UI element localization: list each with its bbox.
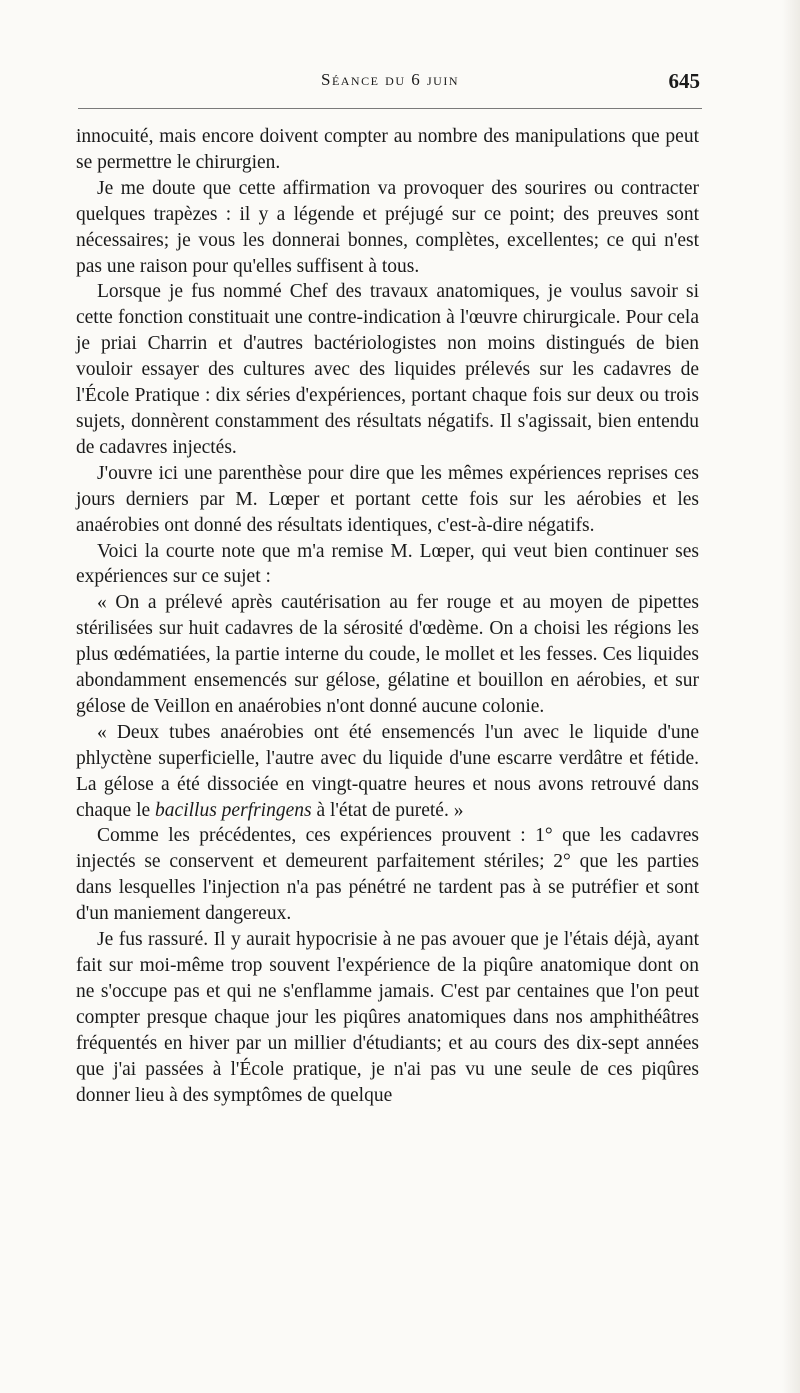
paragraph: Je fus rassuré. Il y aurait hypocrisie à ne pas avouer que je l'étais déjà, ayant fait sur moi-même trop souvent l'expérience de la piqûre anatomique dont on ne s'occupe pas et qui ne s'enflamme jamais. C'est par centaines que l'on peut compter presque chaque jour les piqûres anatomiques dans nos amphithéâtres fréquentés en hiver par un millier d'étudiants; et au cours des dix-sept années que j'ai passées à l'École pratique, je n'ai pas vu une seule de ces piqûres donner lieu à des symptômes de quelque bbox=[76, 929, 699, 1106]
body-text bbox=[76, 124, 699, 1108]
page-number: 645 bbox=[668, 69, 700, 93]
quoted-paragraph bbox=[76, 720, 699, 824]
page-header bbox=[80, 62, 700, 102]
paragraph: Lorsque je fus nommé Chef des travaux anatomiques, je voulus savoir si cette fonction constituait une contre-indication à l'œuvre chirurgicale. Pour cela je priai Charrin et d'autres bactériologistes non moins distingués de bien vouloir essayer des cultures avec des liquides prélevés sur les cadavres de l'École Pratique : dix séries d'expériences, portant chaque fois sur deux ou trois sujets, donnèrent constamment des résultats négatifs. Il s'agissait, bien entendu de cadavres injectés. bbox=[76, 281, 699, 458]
paragraph: Je me doute que cette affirmation va provoquer des sourires ou contracter quelques trapèzes : il y a légende et préjugé sur ce point; des preuves sont nécessaires; je vous les donnerai bonnes, complètes, excellentes; ce qui n'est pas une raison pour qu'elles suffisent à tous. bbox=[76, 177, 699, 277]
header-rule bbox=[78, 108, 702, 109]
quoted-paragraph: « On a prélevé après cautérisation au fer rouge et au moyen de pipettes stérilisées sur huit cadavres de la sérosité d'œdème. On a choisi les régions les plus œdématiées, la partie interne du coude, le mollet et les fesses. Ces liquides abondamment ensemencés sur gélose, gélatine et bouillon en aérobies, et sur gélose de Veillon en anaérobies n'ont donné aucune colonie. bbox=[76, 592, 699, 717]
paragraph: J'ouvre ici une parenthèse pour dire que les mêmes expériences reprises ces jours derniers par M. Lœper et portant cette fois sur les aérobies et les anaérobies ont donné des résultats identiques, c'est-à-dire négatifs. bbox=[76, 462, 699, 536]
species-name: bacillus perfringens bbox=[155, 799, 312, 821]
paragraph: Voici la courte note que m'a remise M. Lœper, qui veut bien continuer ses expériences sur ce sujet : bbox=[76, 540, 699, 588]
paragraph-continuation: innocuité, mais encore doivent compter au nombre des manipulations que peut se permettre le chirurgien. bbox=[76, 126, 699, 173]
quote-text: à l'état de pureté. » bbox=[311, 799, 464, 821]
running-title: Séance du 6 juin bbox=[320, 70, 460, 89]
paragraph: Comme les précédentes, ces expériences prouvent : 1° que les cadavres injectés se conservent et demeurent parfaitement stériles; 2° que les parties dans lesquelles l'injection n'a pas pénétré ne tardent pas à se putréfier et sont d'un maniement dangereux. bbox=[76, 825, 699, 925]
quote-text: « Deux tubes anaérobies ont été ensemencés l'un avec le liquide d'une phlyctène superficielle, l'autre avec du liquide d'une escarre verdâtre et fétide. La gélose a été dissociée en vingt-quatre heures et nous avons retrouvé dans chaque le bbox=[76, 721, 699, 821]
